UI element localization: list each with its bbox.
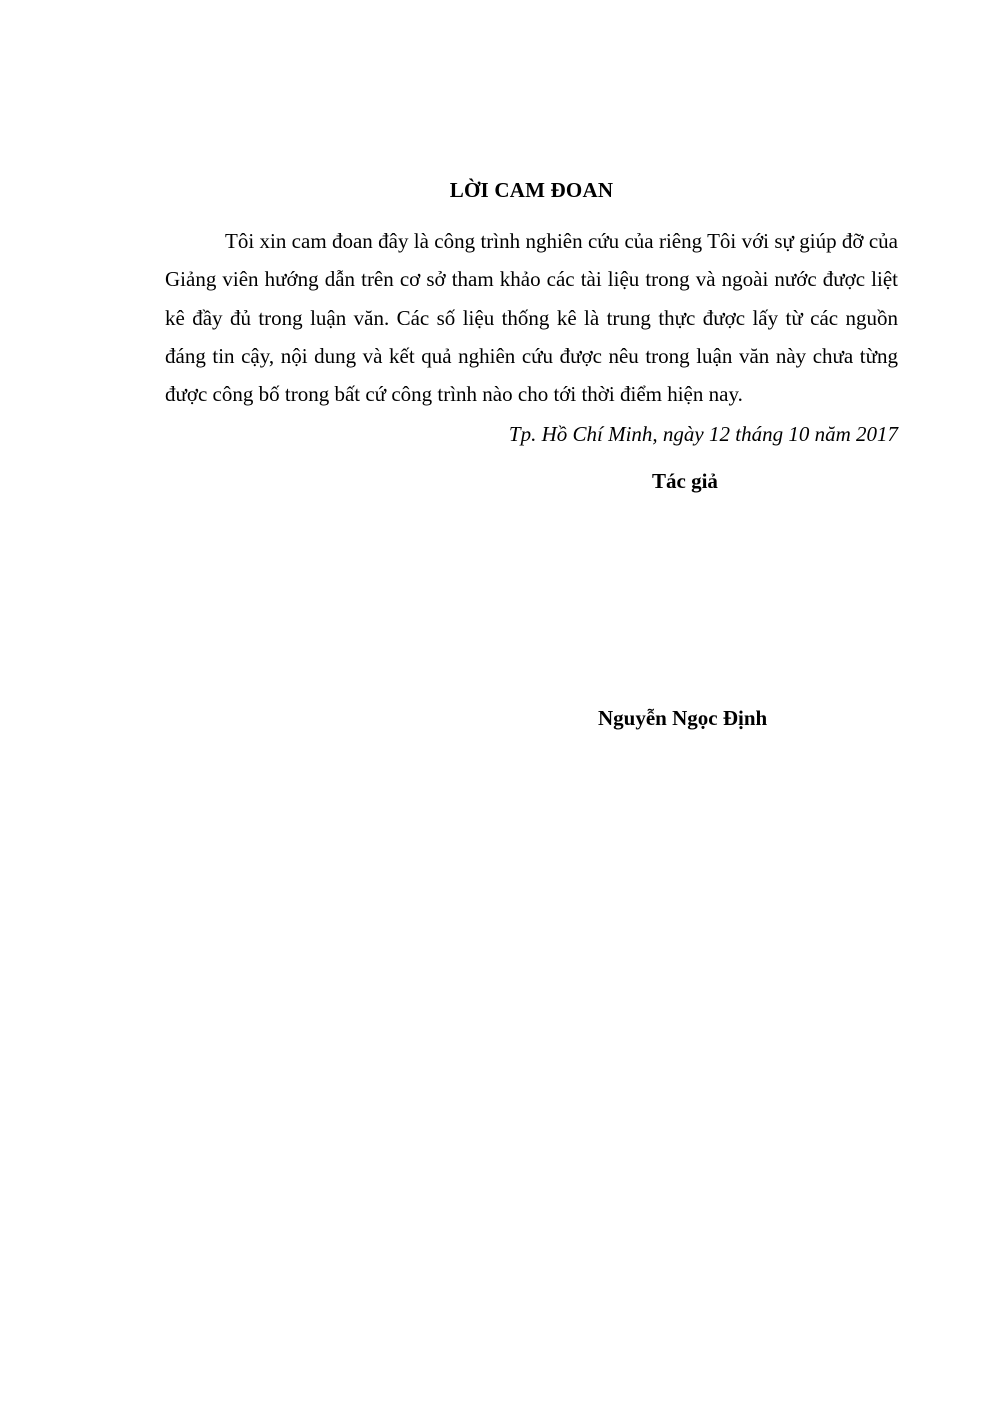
declaration-paragraph: Tôi xin cam đoan đây là công trình nghiên cứu của riêng Tôi với sự giúp đỡ của Giảng viên hướng dẫn trên cơ sở tham khảo các tài liệu trong và ngoài nước được liệt kê đầy đủ trong luận văn. Các số liệu thống kê là trung thực được lấy từ các nguồn đáng tin cậy, nội dung và kết quả nghiên cứu được nêu trong luận văn này chưa từng được công bố trong bất cứ công trình nào cho tới thời điểm hiện nay. xyxy=(165,229,898,407)
author-label: Tác giả xyxy=(652,469,718,493)
document-title: LỜI CAM ĐOAN xyxy=(449,178,614,202)
place-date-line: Tp. Hồ Chí Minh, ngày 12 tháng 10 năm 2017 xyxy=(508,422,898,446)
author-name: Nguyễn Ngọc Định xyxy=(598,706,768,730)
